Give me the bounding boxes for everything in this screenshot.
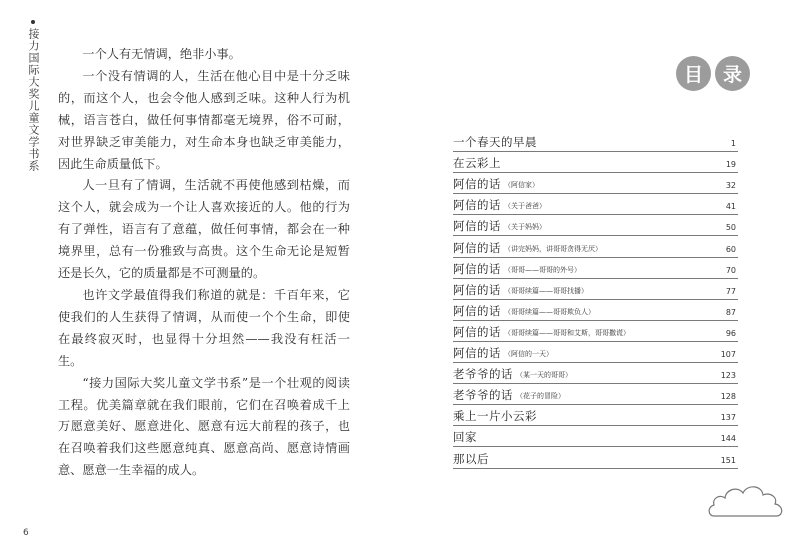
toc-entry-subtitle: （哥哥续篇——哥哥找播） [504,286,588,295]
toc-entry[interactable] [453,279,738,300]
toc-entry-title: 在云彩上 [453,156,501,171]
spine-bullet [31,20,35,24]
toc-entry-page: 128 [720,392,736,402]
preface-paragraph: 人一旦有了情调，生活就不再使他感到枯燥，而这个人，就会成为一个让人喜欢接近的人。他的行为有了弹性，语言有了意蕴，做任何事情，都会在一种境界里，总有一份雅致与高贵。这个生命无论是短暂还是长久，它的质量都是不可测量的。 [58,178,350,281]
toc-entry-title: 阿信的话 [453,324,501,339]
toc-entry-title: 阿信的话 [453,303,501,318]
toc-entry-title: 阿信的话 [453,261,501,276]
toc-heading-char: 目 [676,56,711,91]
toc-entry-page: 70 [725,265,736,275]
toc-entry-page: 96 [725,328,736,338]
preface-paragraph: 也许文学最值得我们称道的就是：千百年来，它使我们的人生获得了情调，从而使一个个生命，即使在最终寂灭时，也显得十分坦然——我没有枉活一生。 [58,287,350,368]
toc-entry-subtitle: （哥哥——哥哥的外号） [504,265,581,274]
toc-entry-page: 77 [725,286,736,296]
toc-entry-title: 老爷爷的话 [453,367,513,382]
toc-entry[interactable] [453,384,738,405]
toc-entry-subtitle: （阿信家） [504,181,539,190]
preface-paragraph: 一个没有情调的人，生活在他心目中是十分乏味的，而这个人，也会令他人感到乏味。这种人行为机械，语言苍白，做任何事情都毫无境界，俗不可耐，对世界缺乏审美能力，对生命本身也缺乏审美能力，因此生命质量低下。 [58,68,350,171]
toc-entry-subtitle: （哥哥续篇——哥哥和艾斯，哥哥撒谎） [504,328,630,337]
toc-entry[interactable] [453,194,738,215]
toc-entry[interactable] [453,173,738,194]
toc-heading-char: 录 [715,56,750,91]
toc-entry-page: 60 [725,244,736,254]
toc-entry-page: 87 [725,307,736,317]
preface-paragraph: 一个人有无情调，绝非小事。 [82,47,241,61]
toc-entry-title: 阿信的话 [453,346,501,361]
toc-entry-title: 一个春天的早晨 [453,135,537,150]
page-number: 6 [23,528,29,538]
toc-entry-title: 那以后 [453,451,489,466]
preface-paragraph: “接力国际大奖儿童文学书系”是一个壮观的阅读工程。优美篇章就在我们眼前，它们在召唤着成千上万愿意美好、愿意进化、愿意有远大前程的孩子，也在召唤着我们这些愿意纯真、愿意高尚、愿意诗情画意、愿意一生幸福的成人。 [58,375,350,478]
toc-heading [676,56,750,91]
toc-entry-page: 50 [725,223,736,233]
toc-entry-page: 151 [720,455,736,465]
preface-text [58,44,350,482]
toc-entry[interactable] [453,405,738,426]
toc-entry[interactable] [453,342,738,363]
toc-entry-page: 32 [725,181,736,191]
toc-entry-subtitle: （哥哥续篇——哥哥欺负人） [504,307,595,316]
toc-entry-page: 1 [730,139,736,149]
table-of-contents [453,131,738,469]
toc-entry[interactable] [453,236,738,257]
cloud-icon [706,474,786,524]
toc-entry[interactable] [453,258,738,279]
series-spine-label: 接力国际大奖儿童文学书系 [27,28,40,172]
toc-entry-title: 阿信的话 [453,198,501,213]
toc-entry-title: 阿信的话 [453,282,501,297]
toc-entry[interactable] [453,447,738,468]
toc-entry[interactable] [453,131,738,152]
toc-entry-title: 老爷爷的话 [453,388,513,403]
toc-entry[interactable] [453,215,738,236]
toc-entry-subtitle: （关于妈妈） [504,223,546,232]
toc-entry-page: 19 [725,160,736,170]
toc-entry-page: 123 [720,371,736,381]
toc-entry[interactable] [453,363,738,384]
toc-entry[interactable] [453,300,738,321]
toc-entry-page: 144 [720,434,736,444]
toc-entry-title: 回家 [453,430,477,445]
toc-entry-subtitle: （花子的冒险） [516,392,565,401]
toc-entry-subtitle: （阿信的一天） [504,350,553,359]
toc-entry[interactable] [453,426,738,447]
toc-entry[interactable] [453,321,738,342]
toc-entry[interactable] [453,152,738,173]
toc-entry-page: 137 [720,413,736,423]
toc-entry-page: 41 [725,202,736,212]
toc-entry-subtitle: （关于爸爸） [504,202,546,211]
toc-entry-title: 阿信的话 [453,177,501,192]
toc-entry-subtitle: （某一天的哥哥） [516,371,572,380]
toc-entry-title: 阿信的话 [453,219,501,234]
toc-entry-title: 乘上一片小云彩 [453,409,537,424]
toc-entry-subtitle: （讲完妈妈，讲哥哥贪得无厌） [504,244,602,253]
toc-entry-title: 阿信的话 [453,240,501,255]
toc-entry-page: 107 [720,350,736,360]
